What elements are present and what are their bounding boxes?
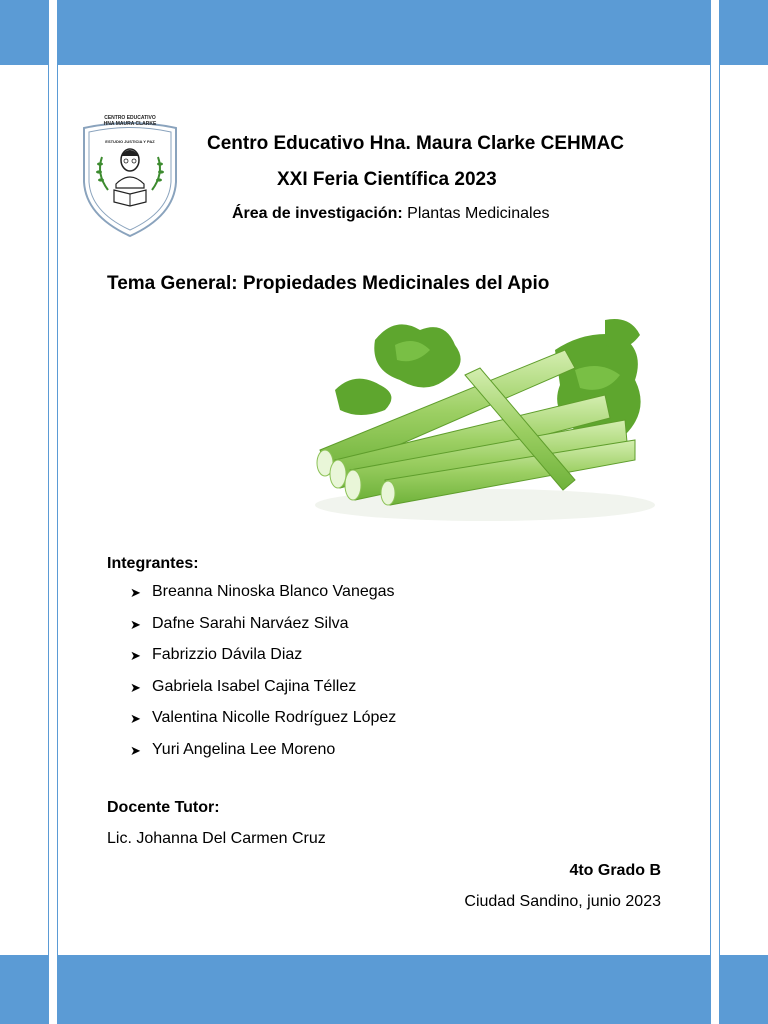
member-name: Valentina Nicolle Rodríguez López (152, 709, 397, 726)
tutor-name: Lic. Johanna Del Carmen Cruz (107, 830, 326, 847)
logo-line2: HNA MAURA CLARKE (103, 121, 157, 127)
list-item (130, 741, 396, 773)
member-name: Yuri Angelina Lee Moreno (152, 740, 336, 758)
member-name: Fabrizzio Dávila Diaz (152, 646, 303, 663)
school-logo (80, 112, 180, 238)
arrow-bullet-icon: ➤ (130, 742, 141, 758)
place-date: Ciudad Sandino, junio 2023 (464, 893, 661, 910)
list-item (130, 583, 396, 615)
list-item (130, 709, 396, 741)
members-list (130, 583, 396, 772)
fair-title: XXI Feria Científica 2023 (277, 169, 497, 190)
frame-line (57, 0, 58, 1024)
frame-line (48, 0, 49, 1024)
member-name: Gabriela Isabel Cajina Téllez (152, 677, 357, 695)
list-item (130, 646, 396, 678)
grade-label: 4to Grado B (569, 862, 661, 879)
research-area-label: Área de investigación: (232, 205, 403, 222)
general-topic: Tema General: Propiedades Medicinales del Apio (107, 273, 550, 294)
research-area-value: Plantas Medicinales (407, 205, 550, 222)
members-title: Integrantes: (107, 555, 199, 572)
arrow-bullet-icon: ➤ (130, 585, 141, 600)
logo-line1: CENTRO EDUCATIVO (104, 115, 156, 121)
research-area (232, 205, 549, 223)
arrow-bullet-icon: ➤ (130, 648, 141, 663)
school-name: Centro Educativo Hna. Maura Clarke CEHMAC (207, 133, 625, 154)
arrow-bullet-icon: ➤ (130, 711, 141, 726)
header-band (0, 0, 768, 65)
frame-line (719, 0, 720, 1024)
footer-band (0, 955, 768, 1024)
list-item (130, 678, 396, 710)
arrow-bullet-icon: ➤ (130, 616, 141, 632)
celery-image (305, 310, 665, 535)
tutor-title: Docente Tutor: (107, 799, 220, 816)
list-item (130, 615, 396, 647)
frame-line (710, 0, 711, 1024)
arrow-bullet-icon: ➤ (130, 679, 141, 695)
logo-motto: ESTUDIO JUSTICIA Y PAZ (105, 139, 155, 144)
member-name: Dafne Sarahi Narváez Silva (152, 614, 349, 632)
member-name: Breanna Ninoska Blanco Vanegas (152, 583, 395, 600)
